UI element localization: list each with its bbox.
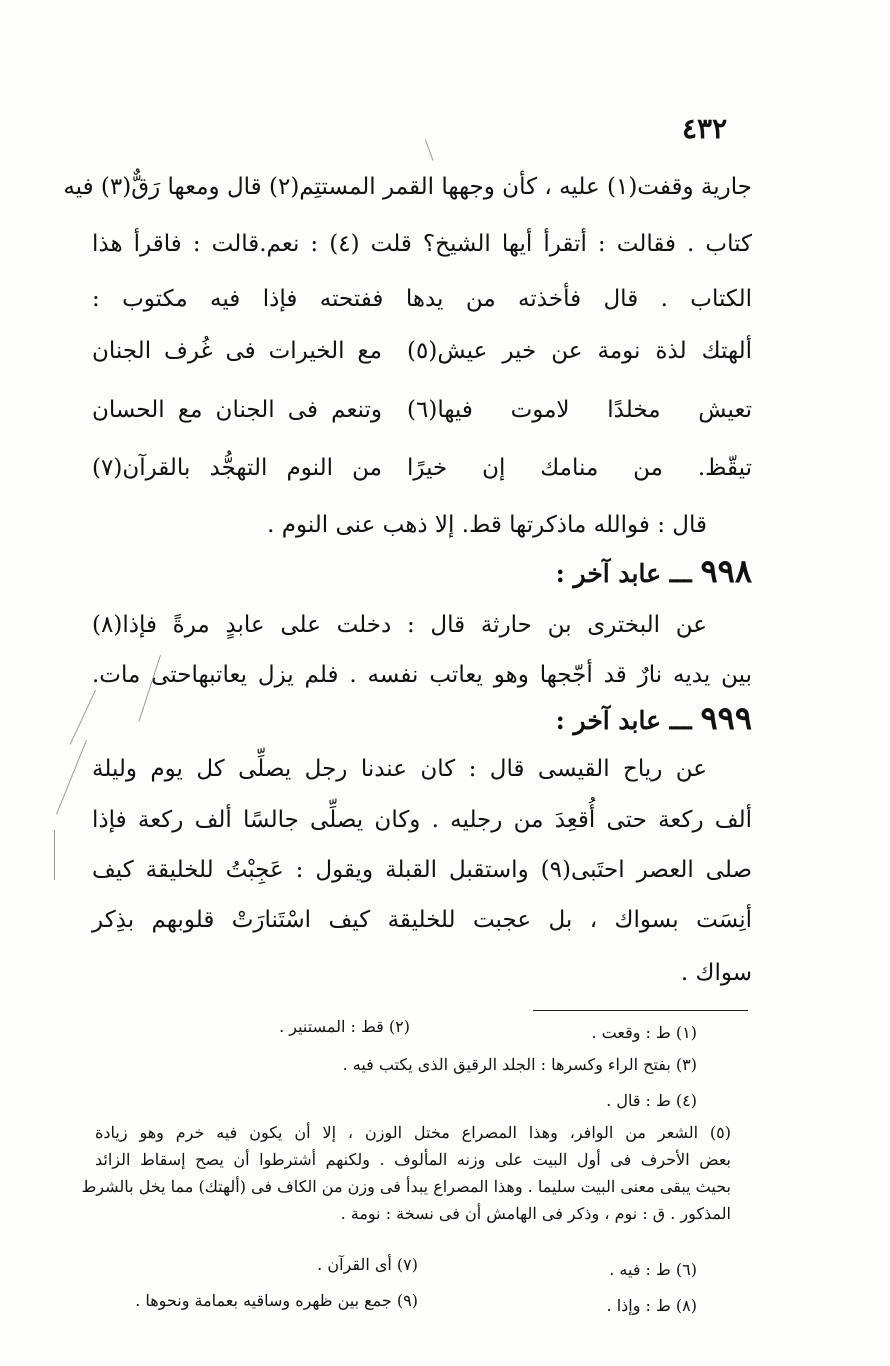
section-998-line-2: بين يديه نارٌ قد أجّجها وهو يعاتب نفسه . فلم يزل يعاتبهاحتى مات. xyxy=(92,662,752,688)
footnote-5 xyxy=(81,1119,731,1227)
story-line-1: جارية وقفت(١) عليه ، كأن وجهها القمر المستتِم(٢) قال ومعها رَقٌّ(٣) فيه xyxy=(63,174,752,200)
footnote-8: (٨) ط : وإذا . xyxy=(606,1296,697,1315)
section-999-heading xyxy=(556,700,752,739)
footnote-2: (٢) قط : المستنير . xyxy=(279,1017,410,1036)
footnote-5-line-3: بحيث يبقى معنى البيت سليما . وهذا المصراع يبدأ فى وزن من الكاف فى (ألهتك) مما يخل بالشرط xyxy=(81,1177,731,1196)
story-line-3: الكتاب . قال فأخذته من يدها ففتحته فإذا فيه مكتوب : xyxy=(92,286,752,312)
verse-3-second-hemistich: من النوم التهجُّد بالقرآن(٧) xyxy=(92,455,382,481)
section-998-title: ـــ عابد آخر : xyxy=(555,559,692,588)
footnote-rule xyxy=(533,1010,748,1011)
section-999-line-4: أنِسَت بسواك ، بل عجبت للخليقة كيف اسْتَنارَتْ قلوبهم بذِكر xyxy=(92,907,752,933)
pencil-mark xyxy=(425,140,433,161)
verse-1-first-hemistich: ألهتك لذة نومة عن خير عيش(٥) xyxy=(407,338,752,364)
story-close-line: قال : فوالله ماذكرتها قط. إلا ذهب عنى النوم . xyxy=(267,512,707,538)
section-999-line-2: ألف ركعة حتى أُقعِدَ من رجليه . وكان يصلِّى جالسًا ألف ركعة فإذا xyxy=(92,807,752,833)
poem-verse-2 xyxy=(92,393,752,427)
footnote-4: (٤) ط : قال . xyxy=(606,1091,697,1110)
section-999-line-5: سواك . xyxy=(680,960,752,986)
footnote-9: (٩) جمع بين ظهره وساقيه بعمامة ونحوها . xyxy=(135,1291,418,1310)
footnote-3: (٣) بفتح الراء وكسرها : الجلد الرقيق الذى يكتب فيه . xyxy=(342,1055,697,1074)
verse-3-first-hemistich: تيقّظ. من منامك إن خيرًا xyxy=(407,455,752,481)
story-line-2: كتاب . فقالت : أتقرأ أيها الشيخ؟ قلت (٤) : نعم.قالت : فاقرأ هذا xyxy=(92,231,752,257)
footnote-1: (١) ط : وقعت . xyxy=(591,1023,697,1042)
poem-verse-1 xyxy=(92,334,752,368)
pencil-mark xyxy=(56,740,87,815)
verse-2-second-hemistich: وتنعم فى الجنان مع الحسان xyxy=(92,397,382,423)
footnote-5-line-4: المذكور . ق : نوم ، وذكر فى الهامش أن فى نسخة : نومة . xyxy=(340,1204,731,1223)
poem-verse-3 xyxy=(92,451,752,485)
footnote-5-line-1: (٥) الشعر من الوافر، وهذا المصراع مختل الوزن ، إلا أن يكون فيه خرم وهو زيادة xyxy=(95,1123,731,1142)
section-999-number: ٩٩٩ xyxy=(700,699,752,737)
page-number: ٤٣٢ xyxy=(682,112,728,145)
section-999-title: ـــ عابد آخر : xyxy=(555,706,692,735)
verse-2-first-hemistich: تعيش مخلدًا لاموت فيها(٦) xyxy=(407,397,752,423)
section-998-line-1: عن البخترى بن حارثة قال : دخلت على عابدٍ مرةً فإذا(٨) xyxy=(92,612,707,638)
footnote-7: (٧) أى القرآن . xyxy=(317,1255,418,1274)
section-999-line-3: صلى العصر احتَبى(٩) واستقبل القبلة ويقول : عَجِبْتُ للخليقة كيف xyxy=(92,857,752,883)
footnote-6: (٦) ط : فيه . xyxy=(609,1260,697,1279)
footnote-5-line-2: بعض الأحرف فى أول البيت على وزنه المألوف . ولكنهم أشترطوا أن يصح إسقاط الزائد xyxy=(95,1150,731,1169)
section-998-number: ٩٩٨ xyxy=(700,552,752,590)
section-998-heading xyxy=(556,553,752,592)
pencil-mark xyxy=(54,830,55,880)
section-999-line-1: عن رياح القيسى قال : كان عندنا رجل يصلِّى كل يوم وليلة xyxy=(92,756,707,782)
pencil-mark xyxy=(70,690,96,745)
verse-1-second-hemistich: مع الخيرات فى غُرف الجنان xyxy=(92,338,382,364)
